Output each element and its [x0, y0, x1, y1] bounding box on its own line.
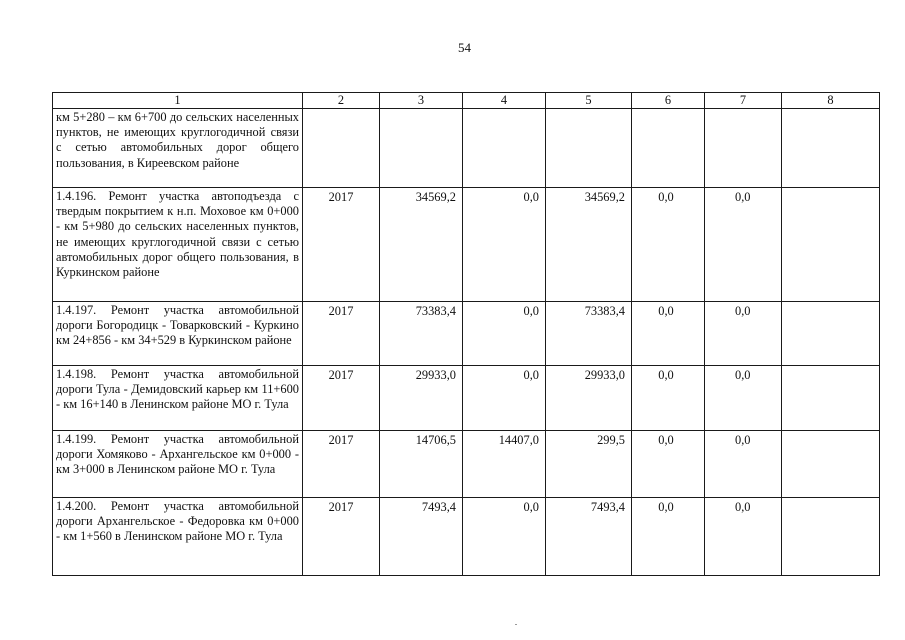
row-total: 73383,4 [380, 302, 463, 366]
table-row [53, 109, 880, 188]
row-description: 1.4.200. Ремонт участка автомобильной дороги Архангельское - Федоровка км 0+000 - км 1+560 в Ленинском районе МО г. Тула [53, 498, 303, 576]
table-row [53, 302, 880, 366]
row-other: 0,0 [705, 302, 782, 366]
row-year: 2017 [303, 498, 380, 576]
row-federal: 0,0 [463, 302, 546, 366]
row-total: 34569,2 [380, 188, 463, 302]
header-cell-7: 7 [705, 93, 782, 109]
row-local: 0,0 [632, 188, 705, 302]
page-number: 54 [458, 40, 471, 55]
row-federal: 0,0 [463, 188, 546, 302]
row-regional: 7493,4 [546, 498, 632, 576]
table-row [53, 498, 880, 576]
row-description: 1.4.197. Ремонт участка автомобильной дороги Богородицк - Товарковский - Куркино км 24+856 - км 34+529 в Куркинском районе [53, 302, 303, 366]
header-row [53, 93, 880, 109]
header-cell-8: 8 [782, 93, 880, 109]
row-description: 1.4.196. Ремонт участка автоподъезда с твердым покрытием к н.п. Моховое км 0+000 - км 5+980 до сельских населенных пунктов, не имеющих круглогодичной связи с сетью автомобильных дорог общего пользования, в Куркинском районе [53, 188, 303, 302]
row-note [782, 188, 880, 302]
row-year [303, 109, 380, 188]
header-cell-3: 3 [380, 93, 463, 109]
row-note [782, 498, 880, 576]
row-total: 29933,0 [380, 366, 463, 431]
row-local [632, 109, 705, 188]
row-local: 0,0 [632, 302, 705, 366]
header-cell-2: 2 [303, 93, 380, 109]
budget-table [52, 92, 880, 576]
row-description: 1.4.199. Ремонт участка автомобильной дороги Хомяково - Архангельское км 0+000 - км 3+000 в Ленинском районе МО г. Тула [53, 431, 303, 498]
row-year: 2017 [303, 431, 380, 498]
header-cell-4: 4 [463, 93, 546, 109]
table-row [53, 188, 880, 302]
row-other: 0,0 [705, 188, 782, 302]
row-regional: 299,5 [546, 431, 632, 498]
row-regional: 73383,4 [546, 302, 632, 366]
row-other: 0,0 [705, 431, 782, 498]
row-other: 0,0 [705, 498, 782, 576]
row-local: 0,0 [632, 366, 705, 431]
row-year: 2017 [303, 302, 380, 366]
table-row [53, 366, 880, 431]
row-total [380, 109, 463, 188]
row-federal: 14407,0 [463, 431, 546, 498]
row-regional [546, 109, 632, 188]
row-total: 14706,5 [380, 431, 463, 498]
header-cell-1: 1 [53, 93, 303, 109]
header-cell-6: 6 [632, 93, 705, 109]
row-other [705, 109, 782, 188]
row-year: 2017 [303, 188, 380, 302]
row-note [782, 431, 880, 498]
row-note [782, 366, 880, 431]
row-local: 0,0 [632, 498, 705, 576]
row-other: 0,0 [705, 366, 782, 431]
row-regional: 34569,2 [546, 188, 632, 302]
table-row [53, 431, 880, 498]
row-note [782, 302, 880, 366]
scan-speck [515, 624, 517, 625]
row-total: 7493,4 [380, 498, 463, 576]
row-description: км 5+280 – км 6+700 до сельских населенных пунктов, не имеющих круглогодичной связи с сетью автомобильных дорог общего пользования, в Киреевском районе [53, 109, 303, 188]
row-federal: 0,0 [463, 366, 546, 431]
row-local: 0,0 [632, 431, 705, 498]
row-federal: 0,0 [463, 498, 546, 576]
row-note [782, 109, 880, 188]
row-description: 1.4.198. Ремонт участка автомобильной дороги Тула - Демидовский карьер км 11+600 - км 16+140 в Ленинском районе МО г. Тула [53, 366, 303, 431]
row-year: 2017 [303, 366, 380, 431]
row-regional: 29933,0 [546, 366, 632, 431]
header-cell-5: 5 [546, 93, 632, 109]
row-federal [463, 109, 546, 188]
